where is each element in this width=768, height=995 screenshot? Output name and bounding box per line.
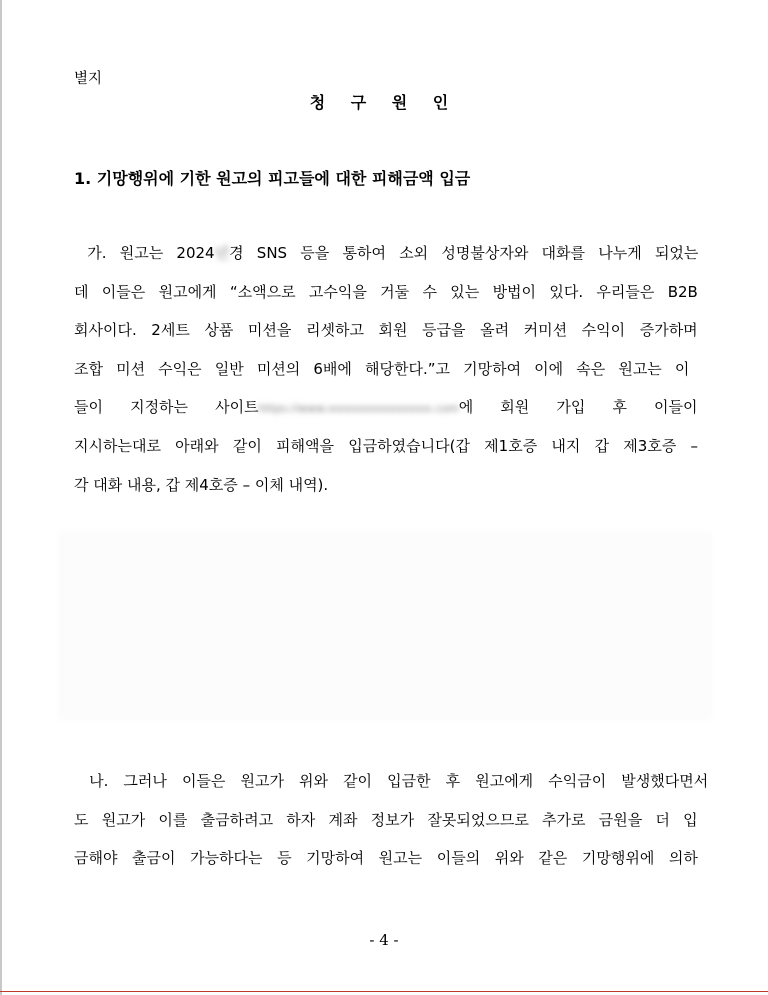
document-title: 청 구 원 인 <box>309 93 459 112</box>
line-text: 각 대화 내용, 갑 제4호증 – 이체 내역). <box>74 475 329 494</box>
line-text <box>74 242 698 263</box>
page-left-border <box>0 0 2 995</box>
line-text: 조합 미션 수익은 일반 미션의 6배에 해당한다.”고 기망하여 이에 속은 원고는 이 <box>74 359 690 378</box>
text-segment: 가. 원고는 2024 <box>87 244 215 262</box>
paragraph-line <box>74 396 698 435</box>
line-text: 금해야 출금이 가능하다는 등 기망하여 원고는 이들의 위와 같은 기망행위에 의하 <box>74 849 698 868</box>
paragraph-line <box>74 319 698 358</box>
line-text: 회사이다. 2세트 상품 미션을 리셋하고 회원 등급을 올려 커미션 수익이 증가하며 <box>74 321 698 340</box>
redacted-text: 년 <box>214 244 230 262</box>
paragraph-line <box>74 770 709 809</box>
paragraph-line <box>74 281 698 320</box>
paragraph-line <box>74 847 698 886</box>
line-text <box>74 770 708 791</box>
paragraph-na <box>74 770 709 886</box>
line-text <box>74 396 698 417</box>
text-segment: 나. 그러나 이들은 원고가 위와 같이 입금한 후 원고에게 수익금이 발생했다면서 <box>89 772 709 790</box>
section-1-heading: 1. 기망행위에 기한 원고의 피고들에 대한 피해금액 입금 <box>74 169 471 188</box>
line-text: 데 이들은 원고에게 “소액으로 고수익을 거둘 수 있는 방법이 있다. 우리들은 B2B <box>74 282 698 301</box>
line-text: 도 원고가 이를 출금하려고 하자 계좌 정보가 잘못되었으므로 추가로 금원을 더 입 <box>74 810 698 829</box>
annex-label: 별지 <box>74 71 103 87</box>
line-text: 지시하는대로 아래와 같이 피해액을 입금하였습니다(갑 제1호증 내지 갑 제3호증 – <box>74 436 699 455</box>
paragraph-line <box>74 474 698 513</box>
text-segment: 경 SNS 등을 통하여 소외 성명불상자와 대화를 나누게 되었는 <box>229 244 699 262</box>
paragraph-line <box>74 809 698 848</box>
page-number: - 4 - <box>369 931 399 949</box>
page-bottom-border <box>0 991 768 992</box>
paragraph-line <box>74 242 698 281</box>
paragraph-line <box>74 435 698 474</box>
text-segment: 에 회원 가입 후 이들이 <box>458 398 698 417</box>
redacted-url: https://www.xxxxxxxxxxxxxxxx.com <box>258 402 459 416</box>
redacted-table-area <box>58 532 712 720</box>
text-segment: 들이 지정하는 사이트 <box>74 398 259 417</box>
paragraph-line <box>74 358 698 397</box>
paragraph-ga <box>74 242 698 512</box>
